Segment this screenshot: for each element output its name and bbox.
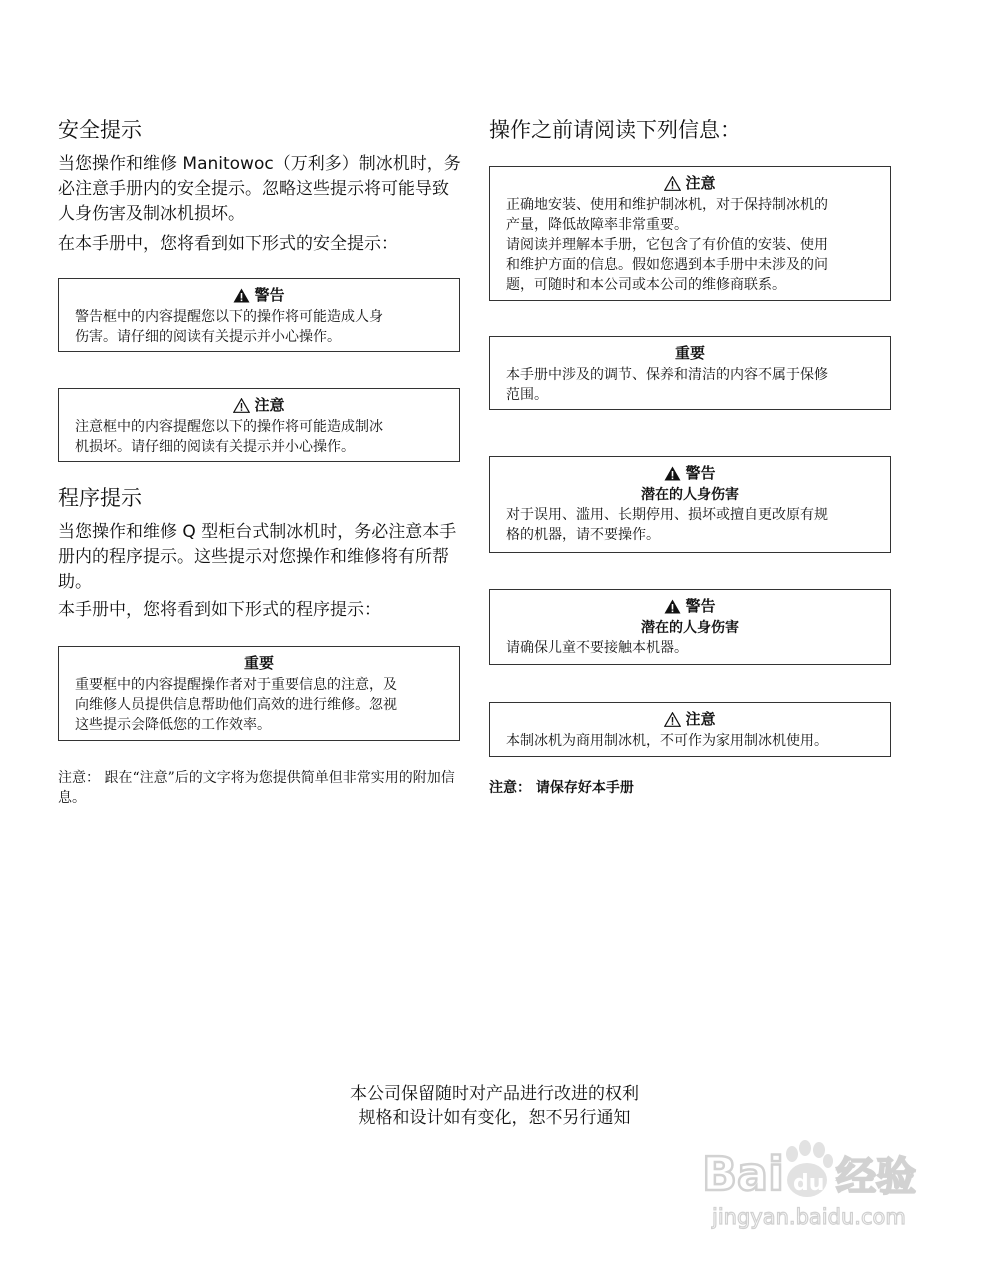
caution-box-1-body: 正确地安装、使用和维护制冰机，对于保持制冰机的 产量，降低故障率非常重要。 请阅读并理解本手册，它包含了有价值的安装、使用 和维护方面的信息。假如您遇到本手册中未涉及的问 题，可随时和本公司或本公司的维修商联系。 [506, 197, 828, 293]
warning-box-2-body: 请确保儿童不要接触本机器。 [506, 640, 688, 656]
footer [0, 1082, 989, 1130]
caution-box-body: 注意框中的内容提醒您以下的操作将可能造成制冰 机损坏。请仔细的阅读有关提示并小心操作。 [75, 419, 383, 455]
caution-box-2-title: 注意 [506, 709, 874, 729]
warning-box-1-title: 警告 [506, 463, 874, 483]
footer-line-1: 本公司保留随时对产品进行改进的权利 [350, 1084, 639, 1104]
warning-box-body: 警告框中的内容提醒您以下的操作将可能造成人身 伤害。请仔细的阅读有关提示并小心操作。 [75, 309, 383, 345]
baidu-jingyan-watermark-logo [700, 1128, 950, 1248]
important-box-right [489, 336, 891, 410]
warning-box-1-subtitle: 潜在的人身伤害 [641, 487, 739, 503]
safety-heading: 安全提示 [58, 118, 142, 142]
svg-text:Bai: Bai [702, 1147, 784, 1201]
watermark-url: jingyan.baidu.com [712, 1205, 906, 1229]
safety-paragraph-2: 在本手册中，您将看到如下形式的安全提示： [58, 234, 398, 254]
warning-box-2-title: 警告 [506, 596, 874, 616]
important-box [58, 646, 460, 741]
caution-box-2-body: 本制冰机为商用制冰机，不可作为家用制冰机使用。 [506, 733, 828, 749]
svg-text:du: du [793, 1171, 825, 1196]
footer-line-2: 规格和设计如有变化，恕不另行通知 [358, 1108, 631, 1128]
important-box-right-body: 本手册中涉及的调节、保养和清洁的内容不属于保修 范围。 [506, 367, 828, 403]
warning-box [58, 278, 460, 352]
paw-icon [786, 1140, 833, 1197]
caution-triangle-icon [233, 398, 250, 413]
caution-triangle-icon [664, 712, 681, 727]
warning-triangle-icon [233, 288, 250, 303]
right-heading: 操作之前请阅读下列信息： [489, 118, 741, 142]
procedure-paragraph-2: 本手册中，您将看到如下形式的程序提示： [58, 600, 381, 620]
warning-box-title: 警告 [75, 285, 443, 305]
safety-paragraph-1: 当您操作和维修 Manitowoc（万利多）制冰机时，务必注意手册内的安全提示。忽略这些提示将可能导致人身伤害及制冰机损坏。 [58, 154, 461, 224]
warning-box-1 [489, 456, 891, 553]
svg-text:经验: 经验 [836, 1154, 916, 1200]
caution-box-title: 注意 [75, 395, 443, 415]
warning-box-2-subtitle: 潜在的人身伤害 [641, 620, 739, 636]
warning-box-2 [489, 589, 891, 665]
important-box-title: 重要 [243, 654, 274, 672]
important-box-right-title: 重要 [674, 344, 705, 362]
caution-box [58, 388, 460, 462]
important-box-body: 重要框中的内容提醒操作者对于重要信息的注意，及 向维修人员提供信息帮助他们高效的进行维修。忽视 这些提示会降低您的工作效率。 [75, 677, 397, 733]
caution-box-1 [489, 166, 891, 301]
caution-box-1-title: 注意 [506, 173, 874, 193]
warning-triangle-icon [664, 599, 681, 614]
note-text: 注意： 跟在“注意”后的文字将为您提供简单但非常实用的附加信息。 [58, 770, 455, 806]
caution-triangle-icon [664, 176, 681, 191]
caution-box-2 [489, 702, 891, 757]
note-keep-manual: 注意： 请保存好本手册 [489, 780, 634, 796]
procedure-heading: 程序提示 [58, 486, 142, 510]
procedure-paragraph-1: 当您操作和维修 Q 型柜台式制冰机时，务必注意本手册内的程序提示。这些提示对您操作和维修将有所帮助。 [58, 522, 457, 592]
warning-box-1-body: 对于误用、滥用、长期停用、损坏或擅自更改原有规 格的机器，请不要操作。 [506, 507, 828, 543]
warning-triangle-icon [664, 466, 681, 481]
